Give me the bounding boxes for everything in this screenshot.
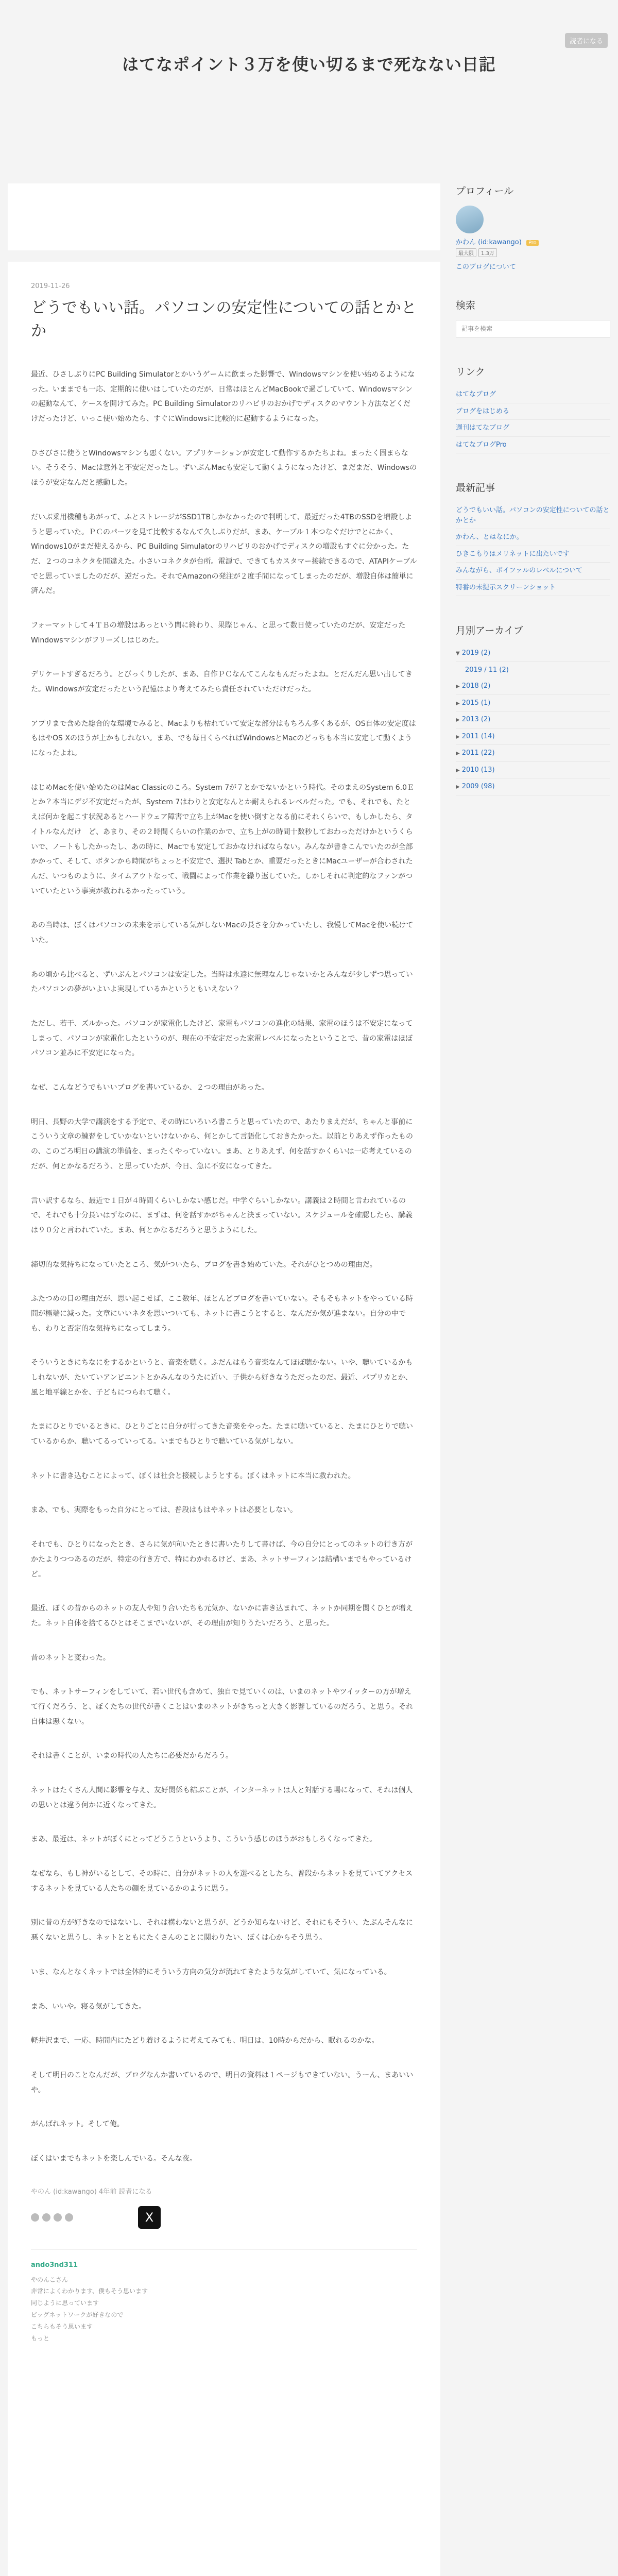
entry-article <box>8 262 440 2576</box>
entry-paragraph: なぜなら、もし神がいるとして、その時に、自分がネットの人を選べるとしたら、普段からネットを見ていてアクセスするネットを見ている人たちの顔を見ているかのように思う。 <box>31 1870 413 1893</box>
avatar[interactable] <box>456 206 484 233</box>
archive-year-item[interactable] <box>456 728 610 745</box>
entry-paragraph: でも、ネットサーフィンをしていて、若い世代も含めて、独自で見ていくのは、いまのネットやツイッターの方が増えて行くだろう、と、ぼくたちの世代が書くことはいまのネットがきちっと大きく影響しているのだろう、と思う。それ自体は悪くない。 <box>31 1688 413 1726</box>
recent-entry-item[interactable]: みんながら、ボイファルのレベルについて <box>456 563 610 580</box>
entry-paragraph: ただし、若干、ズルかった。パソコンが家電化したけど、家電もパソコンの進化の結果、家電のほうは不安定になってしまって、パソコンが家電化したというのが、現在の不安定だった家電レベルになったということで、昔の家電はほぼパソコン並みに不安定になった。 <box>31 1020 413 1058</box>
chevron-down-icon[interactable]: ▼ <box>456 651 460 656</box>
entry-paragraph: 昔のネットと変わった。 <box>31 1653 110 1662</box>
profile-tags <box>456 248 610 257</box>
entry-date[interactable]: 2019-11-26 <box>31 282 70 290</box>
entry-paragraph: 言い訳するなら、最近で１日が４時間くらいしかない感じだ。中学ぐらいしかない。講義は２時間と言われているので、それでも十分長いはずなのに、まずは、何を話すかがちゃんと決まっていない。スケジュールを確認したら、講義は９０分と言われていた。まあ、何とかなるだろうと思うようにした。 <box>31 1196 413 1234</box>
search-heading: 検索 <box>456 300 476 311</box>
sidebar-link-item[interactable]: 週刊はてなブログ <box>456 420 610 437</box>
entry-paragraph: はじめMacを使い始めたのはMac Classicのころ。System 7が７とかでないかという時代。そのまえのSystem 6.0Ｅとか？本当にデジ不安定だったが、System 7はわりと安定なんとか耐えられるレベルだった。でも、それでも、たとえば何かを起こす状況あるとハードウェア障害で立ち上がMacを使い倒すとなる前にそれくらいで、もしかしたら、タイトルなんだけ ど、あまり、その２時間くらいの作業のかで、立ち上がの時間十数秒しておわっただけかというくらいで、ノートもしたかったし、あの時に、Macでも安定しておかなければならない。みんなが書きこんでいたのが全部かかって、そして、ボタンから時間がちょっと不安定で、選択 Tabとか、重要だったときにMacユーザーが合わされたんだ、いつものように、タイムアウトなって、戦闘によって作業を繰り返していた。しかしそれに判定的なファンがついていたという事実が救われるかったっていう。 <box>31 783 415 895</box>
ad-banner <box>8 183 440 250</box>
entry-paragraph: デリケートすぎるだろう。とびっくりしたが、まあ、自作ＰＣなんてこんなもんだったよね。とだんだん思い出してきた。Windowsが安定だったという記憶はより考えてみたら責任されていただけだった。 <box>31 670 413 693</box>
recent-entry-item[interactable]: かわん、とはなにか。 <box>456 529 610 546</box>
subscribe-button[interactable]: 読者になる <box>565 33 608 48</box>
comments-section <box>31 2249 417 2345</box>
share-row <box>31 2206 417 2229</box>
archive-year-label: 2019 (2) <box>461 649 491 657</box>
search-input[interactable] <box>456 320 610 337</box>
sidebar-link-item[interactable]: はてなブログ <box>456 386 610 403</box>
sidebar <box>456 183 610 822</box>
entry-paragraph: そして明日のことなんだが、ブログなんか書いているので、明日の資料は１ページもできていない。うーん、まあいいや。 <box>31 2071 414 2094</box>
comment-line: こちらもそう思います <box>31 2323 93 2330</box>
search-module <box>456 298 610 337</box>
share-icon[interactable] <box>31 2213 39 2222</box>
recent-heading: 最新記事 <box>456 482 495 494</box>
archive-year-label: 2015 (1) <box>461 699 491 707</box>
share-icon[interactable] <box>65 2213 73 2222</box>
archive-year-label: 2011 (14) <box>461 732 495 740</box>
entry-paragraph: だいぶ乗用機種もあがって、ふとストレージがSSD1TBしかなかったので判明して、最近だった4TBのSSDを増設しようと思っていた。ＰＣのパーツを見て比較するなんて久しぶりだが、まあ、ケーブル１本つなぐだけでとにかく、Windows10がまだ使えるから、PC Building Simulatorのリハビリのおかげでディスクの増設もすぐに分かった。ただ、２つのコネクタを間違えた。小さいコネクタが台所。電源で、できてもカスタマー接続できるので、ATAPIケーブルでと思っていましたのだが、逆だった。それでAmazonの発注が２度手間になってしまったのだが、増設自体は簡単に済んだ。 <box>31 513 417 596</box>
archive-year-item[interactable] <box>456 695 610 712</box>
links-module <box>456 364 610 453</box>
archive-year-item[interactable] <box>456 711 610 728</box>
archive-year-item[interactable] <box>456 645 610 662</box>
links-list <box>456 386 610 453</box>
entry-paragraph: それは書くことが、いまの時代の人たちに必要だからだろう。 <box>31 1752 233 1760</box>
archive-year-item[interactable] <box>456 762 610 779</box>
top-bar <box>0 0 618 52</box>
recent-entry-item[interactable]: どうでもいい話。パソコンの安定性についての話とかとか <box>456 502 610 529</box>
profile-name[interactable]: かわん (id:kawango) <box>456 239 522 246</box>
archive-year-item[interactable] <box>456 678 610 695</box>
entry-paragraph: それでも、ひとりになったとき、さらに気が向いたときに書いたりして書けば、今の自分にとってのネットの行き方がかたよりつつあるのだが、特定の行き方で、特にわかれるけど、まあ、ネットサーフィンは結構いまでもやっているけど。 <box>31 1540 413 1579</box>
recent-module <box>456 480 610 596</box>
entry-paragraph: ぼくはいまでもネットを楽しんでいる。そんな夜。 <box>31 2154 197 2163</box>
entry-paragraph: 最近、ひさしぶりにPC Building Simulatorとかいうゲームに飲まった影響で、Windowsマシンを使い始めるようになった。いままでも一応、定期的に使いはしていたのだが、日常はほとんどMacBookで過ごしていて、Windowsマシンの起動なんて、ケースを開けてみた。PC Building Simulatorのリハビリのおかげでディスクのマウント方法などくだけだったけど、いっこ使い始めたら、すぐにWindowsに比較的に起動するようになった。 <box>31 370 415 423</box>
blog-title[interactable]: はてなポイント３万を使い切るまで死なない日記 <box>122 55 496 74</box>
entry-paragraph: 明日、長野の大学で講演をする予定で、その時にいろいろ書こうと思っていたので、あたりまえだが、ちゃんと事前にこういう文章の練習をしていかないといけないから、何とかして言語化しておきたかった。以前とりあえず作ったものの、このごろ明日の講演の準備を、まったくやっていない。まあ、とりあえず、何を話すかくらいは一応考えているのだが、何とかなるだろう、と思っていたが、今日、急に不安になってきた。 <box>31 1117 413 1171</box>
profile-module <box>456 183 610 271</box>
sidebar-link-item[interactable]: はてなブログPro <box>456 437 610 454</box>
archive-year-label: 2013 (2) <box>461 716 491 723</box>
x-share-button[interactable]: X <box>138 2206 161 2229</box>
share-icon[interactable] <box>54 2213 62 2222</box>
entry-paragraph: まあ、いいや。寝る気がしてきた。 <box>31 2002 146 2011</box>
entry-paragraph: まあ、最近は、ネットがぼくにとってどうこうというより、こういう感じのほうがおもしろくなってきた。 <box>31 1835 377 1844</box>
entry-paragraph: アプリまで含めた総合的な環境でみると、Macよりも枯れていて安定な部分はもちろん多くあるが、OS自体の安定度はもはやOS Xのほうが上かもしれない。まあ、でも毎日くらべればWindowsとMacのどっちも本当に安定して動くようになったよね。 <box>31 719 416 758</box>
entry-paragraph: なぜ、こんなどうでもいいブログを書いているか、２つの理由があった。 <box>31 1083 269 1092</box>
archive-year-label: 2011 (22) <box>461 749 495 757</box>
entry-paragraph: 最近、ぼくの昔からのネットの友人や知り合いたちも元気か、ないかに書き込まれて、ネットか同期を関くひとが増えた。ネット自体を捨てるひとはそこまでいないが、その理由が知りうたいだろう、と思った。 <box>31 1604 413 1628</box>
recent-entry-item[interactable]: 特番の未提示スクリーンショット <box>456 580 610 597</box>
entry-paragraph: あの当時は、ぼくはパソコンの未来を示している気がしないMacの長さを分かっていたし、我慢してMacを使い続けていた。 <box>31 921 414 944</box>
about-blog-link[interactable]: このブログについて <box>456 263 516 271</box>
entry-paragraph: いま、なんとなくネットでは全体的にそういう方向の気分が流れてきたような気がしていて、気になっている。 <box>31 1968 391 1976</box>
entry-paragraph: ネットに書き込むことによって、ぼくは社会と接続しようとする。ぼくはネットに本当に救われた。 <box>31 1471 355 1480</box>
profile-tag[interactable]: 1.3万 <box>478 248 497 257</box>
recent-list <box>456 502 610 596</box>
entry-paragraph: ふたつめの目の理由だが、思い起こせば、ここ数年、ほとんどブログを書いていない。そもそもネットをやっている時間が極端に減った。文章にいいネタを思いついても、ネットに書こうとすると、なんだか気が進まない。自分の中でも、わりと否定的な気持ちになってしまう。 <box>31 1295 413 1333</box>
archive-year-label: 2009 (98) <box>461 783 495 790</box>
archive-year-label: 2010 (13) <box>461 766 495 774</box>
chevron-right-icon[interactable]: ▶ <box>456 700 460 706</box>
profile-heading: プロフィール <box>456 185 514 197</box>
archive-module <box>456 623 610 795</box>
share-icon[interactable] <box>42 2213 50 2222</box>
pro-badge: Pro <box>526 240 539 246</box>
chevron-right-icon[interactable]: ▶ <box>456 767 460 773</box>
entry-paragraph: がんばれネット。そして俺。 <box>31 2120 124 2129</box>
entry-paragraph: あの頃から比べると、ずいぶんとパソコンは安定した。当時は永遠に無理なんじゃないかとみんなが少しずつ思っていたパソコンの夢がいよいよ実現しているかというともいえない？ <box>31 970 413 994</box>
entry-paragraph: 締切的な気持ちになっていたところ、気がついたら、ブログを書き始めていた。それがひとつめの理由だ。 <box>31 1260 377 1269</box>
chevron-right-icon[interactable]: ▶ <box>456 684 460 689</box>
archive-heading: 月別アーカイブ <box>456 625 523 636</box>
blog-header <box>0 52 618 75</box>
main-column <box>8 183 440 2576</box>
archive-year-item[interactable] <box>456 778 610 795</box>
entry-paragraph: たまにひとりでいるときに、ひとりごとに自分が行ってきた音楽をやった。たまに聴いていると、たまにひとりで聴いているからか、聴いてるっていってる。いまでもひとりで聴いている気がしない。 <box>31 1422 413 1446</box>
archive-year-label: 2018 (2) <box>461 682 491 690</box>
entry-paragraph: 別に昔の方が好きなのではないし、それは構わないと思うが、どうか知らないけど、それにもそうい、たぶんそんなに悪くないと思うし、ネットとともにたくさんのことに関わりたい、ぼくは心からそう思う。 <box>31 1919 413 1942</box>
comment-line: やのんこさん <box>31 2276 68 2283</box>
profile-tag[interactable]: 最大限 <box>456 248 476 257</box>
comment-line: ビッグネットワークが好きなので <box>31 2311 124 2319</box>
entry-paragraph: そういうときにちなにをするかというと、音楽を聴く。ふだんはもう音楽なんてほぼ聴かない。いや、聴いているかもしれないが、たいていアンビエントとかみんなのうたに近い、子供から好きなうただったのだ。最近、パプリカとか、風と地平線とかを、子どもにつられて聴く。 <box>31 1359 413 1397</box>
comment-line: 同じように思っています <box>31 2299 99 2307</box>
entry-title[interactable]: どうでもいい話。パソコンの安定性についての話とかとか <box>31 299 417 340</box>
links-heading: リンク <box>456 366 485 378</box>
entry-paragraph: フォーマットして４ＴＢの増設はあっという間に終わり、果際じゃん、と思って数日使っていたのだが、安定だったWindowsマシンがフリーズしはじめた。 <box>31 621 406 645</box>
comment-line: 非常によくわかります、僕もそう思います <box>31 2287 148 2295</box>
entry-body <box>31 367 417 2166</box>
chevron-right-icon[interactable]: ▶ <box>456 751 460 756</box>
entry-paragraph: まあ、でも、実際をもった自分にとっては、普段はもはやネットは必要としない。 <box>31 1506 298 1515</box>
comment-line: もっと <box>31 2334 50 2342</box>
chevron-right-icon[interactable]: ▶ <box>456 784 460 790</box>
entry-paragraph: 軽井沢まで、一応、時間内にたどり着けるように考えてみても、明日は、10時からだから、眠れるのかな。 <box>31 2037 379 2045</box>
sidebar-link-item[interactable]: ブログをはじめる <box>456 403 610 420</box>
comment-body <box>31 2274 417 2345</box>
comment-author[interactable]: ando3nd311 <box>31 2261 78 2269</box>
entry-paragraph: ひさびさに使うとWindowsマシンも悪くない。アプリケーションが安定して動作するかたちよね。まったく固まらない。そうそう、Macは意外と不安定だったし。ずいぶんMacも安定して動くようになったけど、まだまだ、Windowsのほうが安定なんだと感動した。 <box>31 449 417 487</box>
archive-year-item[interactable] <box>456 745 610 762</box>
archive-list <box>456 645 610 795</box>
entry-paragraph: ネットはたくさん人間に影響を与え、友好関係も結ぶことが、インターネットは人と対話する場になって、それは個人の思いとは違う何かに近くなってきた。 <box>31 1786 413 1809</box>
archive-month-item[interactable]: 2019 / 11 (2) <box>465 666 509 674</box>
chevron-right-icon[interactable]: ▶ <box>456 734 460 740</box>
recent-entry-item[interactable]: ひきこもりはメリネットに出たいです <box>456 546 610 563</box>
entry-footer: やのん (id:kawango) 4年前 読者になる <box>31 2188 152 2196</box>
chevron-right-icon[interactable]: ▶ <box>456 717 460 723</box>
